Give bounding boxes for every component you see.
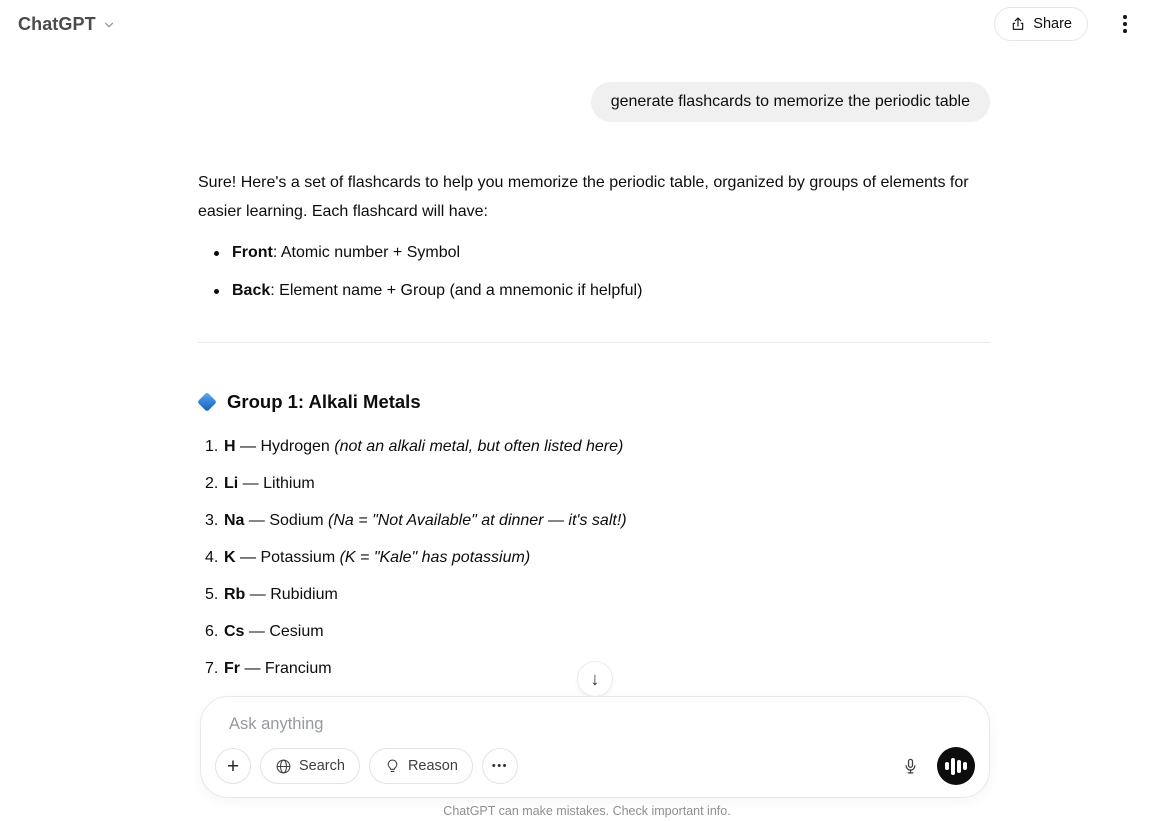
element-name: — Francium [240, 660, 332, 677]
chevron-down-icon [102, 18, 116, 32]
table-row [198, 618, 990, 646]
waveform-bar [957, 760, 961, 773]
user-message-bubble: generate flashcards to memorize the periodic table [591, 82, 990, 122]
lightbulb-icon [384, 758, 401, 775]
item-number: 6. [205, 623, 219, 640]
disclaimer-text: ChatGPT can make mistakes. Check important info. [443, 804, 731, 818]
element-list [198, 433, 990, 683]
element-note: (Na = "Not Available" at dinner — it's salt!) [328, 512, 627, 529]
element-symbol: Cs [224, 623, 245, 640]
arrow-down-icon: ↓ [590, 668, 600, 689]
microphone-icon [901, 757, 920, 776]
ellipsis-icon: ••• [491, 760, 508, 772]
item-number: 7. [205, 660, 219, 677]
dictate-button[interactable] [892, 748, 928, 784]
composer [200, 696, 990, 798]
element-name: — Lithium [238, 475, 315, 492]
element-name: — Sodium [244, 512, 329, 529]
group-title: Group 1: Alkali Metals [227, 391, 421, 412]
bullet-text: : Element name + Group (and a mnemonic if helpful) [270, 282, 643, 299]
share-button[interactable] [994, 7, 1088, 41]
element-symbol: H [224, 438, 236, 455]
element-symbol: Fr [224, 660, 240, 677]
element-symbol: Rb [224, 586, 246, 603]
element-symbol: Li [224, 475, 239, 492]
kebab-dot [1123, 15, 1127, 19]
voice-mode-button[interactable] [937, 747, 975, 785]
item-number: 2. [205, 475, 219, 492]
section-divider [198, 342, 990, 343]
table-row [198, 544, 990, 572]
bullet-term: Front [232, 244, 273, 261]
app-title: ChatGPT [18, 13, 96, 34]
conversation [198, 0, 990, 692]
element-name: — Cesium [244, 623, 324, 640]
share-upload-icon [1010, 16, 1026, 32]
header [0, 0, 1174, 48]
table-row [198, 433, 990, 461]
element-note: (K = "Kale" has potassium) [339, 549, 531, 566]
element-name: — Rubidium [245, 586, 338, 603]
more-tools-button[interactable] [482, 748, 518, 784]
search-label: Search [299, 758, 345, 774]
plus-icon: + [226, 754, 240, 778]
assistant-intro-paragraph: Sure! Here's a set of flashcards to help you memorize the periodic table, organized by groups of elements for easier learning. Each flashcard will have: [198, 174, 969, 220]
search-tool-button[interactable] [260, 748, 360, 784]
bullet-term: Back [232, 282, 271, 299]
waveform-bar [945, 762, 949, 770]
element-name: — Hydrogen [235, 438, 335, 455]
share-label: Share [1033, 16, 1072, 32]
waveform-bar [951, 758, 955, 775]
group-heading [198, 389, 990, 415]
table-row [198, 507, 990, 535]
kebab-dot [1123, 22, 1127, 26]
model-switcher[interactable] [16, 10, 118, 39]
table-row [198, 581, 990, 609]
element-note: (not an alkali metal, but often listed here) [334, 438, 624, 455]
scroll-to-bottom-button[interactable] [577, 661, 613, 697]
waveform-bar [963, 762, 967, 770]
more-options-menu[interactable] [1110, 9, 1140, 39]
element-name: — Potassium [235, 549, 340, 566]
globe-icon [275, 758, 292, 775]
item-number: 5. [205, 586, 219, 603]
composer-toolbar [215, 747, 975, 785]
user-message-row [198, 82, 990, 122]
bullet-text: : Atomic number + Symbol [272, 244, 461, 261]
reason-tool-button[interactable] [369, 748, 473, 784]
kebab-dot [1123, 29, 1127, 33]
message-input[interactable] [215, 715, 747, 734]
list-item [198, 277, 990, 305]
table-row [198, 470, 990, 498]
flashcard-format-list [198, 239, 990, 305]
item-number: 3. [205, 512, 219, 529]
reason-label: Reason [407, 758, 458, 774]
blue-diamond-icon [197, 392, 217, 412]
element-symbol: K [224, 549, 236, 566]
list-item [198, 239, 990, 267]
item-number: 4. [205, 549, 219, 566]
attach-button[interactable] [215, 748, 251, 784]
item-number: 1. [205, 438, 219, 455]
element-symbol: Na [224, 512, 245, 529]
